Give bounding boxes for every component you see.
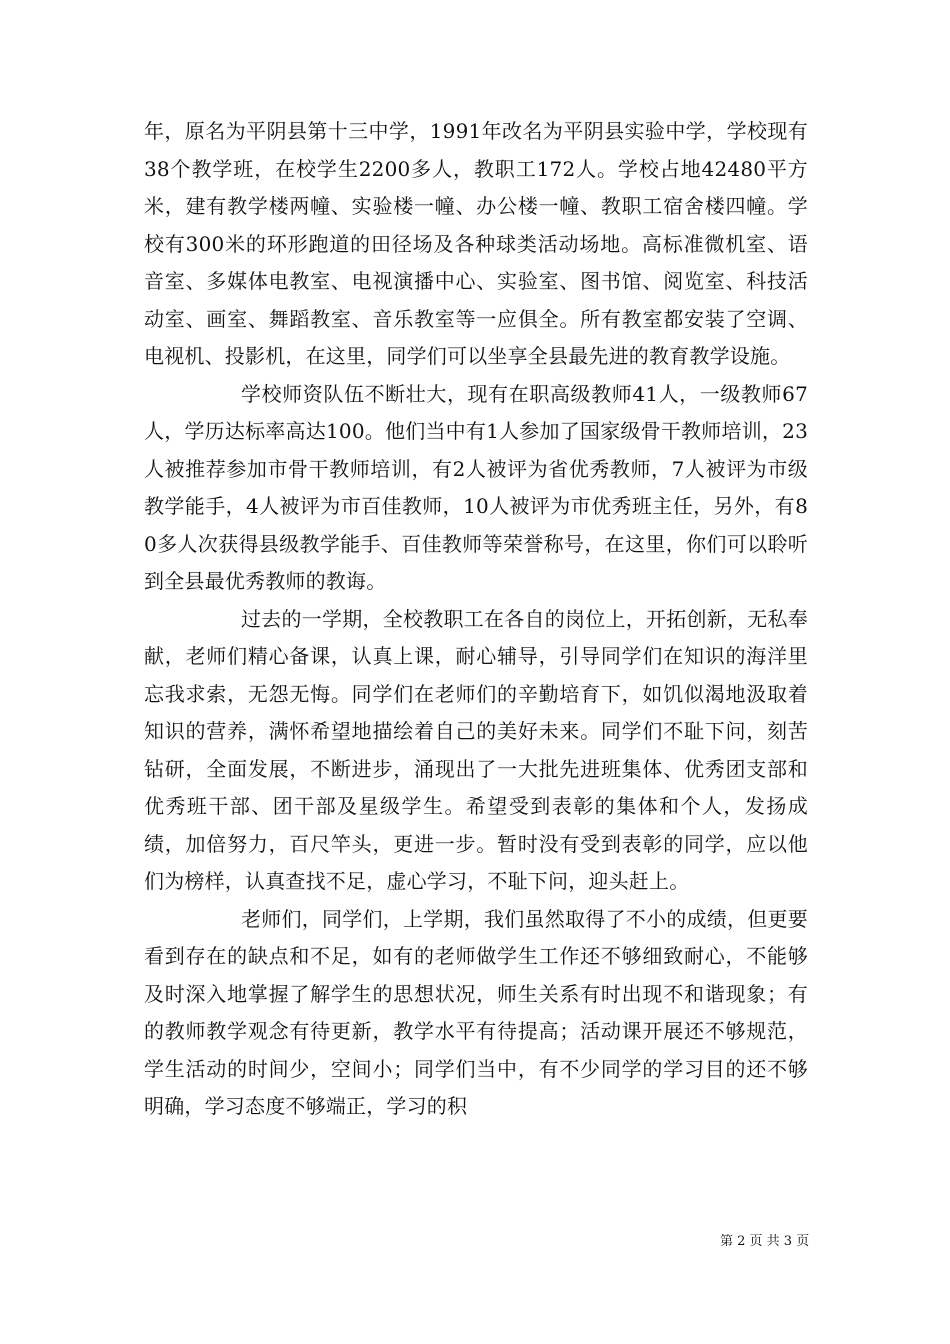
paragraph-past-semester: 过去的一学期，全校教职工在各自的岗位上，开拓创新，无私奉献，老师们精心备课，认真上课，耐心辅导，引导同学们在知识的海洋里忘我求索，无怨无悔。同学们在老师们的辛勤培育下，如饥似渴地汲取着知识的营养，满怀希望地描绘着自己的美好未来。同学们不耻下问，刻苦钻研，全面发展，不断进步，涌现出了一大批先进班集体、优秀团支部和优秀班干部、团干部及星级学生。希望受到表彰的集体和个人，发扬成绩，加倍努力，百尺竿头，更进一步。暂时没有受到表彰的同学，应以他们为榜样，认真查找不足，虚心学习，不耻下问，迎头赶上。	[144, 606, 808, 893]
paragraph-school-facilities: 年，原名为平阴县第十三中学，1991年改名为平阴县实验中学，学校现有38个教学班，在校学生2200多人，教职工172人。学校占地42480平方米，建有教学楼两幢、实验楼一幢、办公楼一幢、教职工宿舍楼四幢。学校有300米的环形跑道的田径场及各种球类活动场地。高标准微机室、语音室、多媒体电教室、电视演播中心、实验室、图书馆、阅览室、科技活动室、画室、舞蹈教室、音乐教室等一应俱全。所有教室都安装了空调、电视机、投影机，在这里，同学们可以坐享全县最先进的教育教学设施。	[144, 119, 808, 368]
document-body	[144, 113, 808, 1126]
page-number-footer: 第 2 页 共 3 页	[720, 1234, 810, 1249]
paragraph-teaching-staff: 学校师资队伍不断壮大，现有在职高级教师41人，一级教师67人，学历达标率高达100。他们当中有1人参加了国家级骨干教师培训，23人被推荐参加市骨干教师培训，有2人被评为省优秀教师，7人被评为市级教学能手，4人被评为市百佳教师，10人被评为市优秀班主任，另外，有80多人次获得县级教学能手、百佳教师等荣誉称号，在这里，你们可以聆听到全县最优秀教师的教诲。	[144, 381, 808, 593]
paragraph-shortcomings: 老师们，同学们，上学期，我们虽然取得了不小的成绩，但更要看到存在的缺点和不足，如有的老师做学生工作还不够细致耐心，不能够及时深入地掌握了解学生的思想状况，师生关系有时出现不和谐现象；有的教师教学观念有待更新，教学水平有待提高；活动课开展还不够规范，学生活动的时间少，空间小；同学们当中，有不少同学的学习目的还不够明确，学习态度不够端正，学习的积	[144, 906, 808, 1118]
